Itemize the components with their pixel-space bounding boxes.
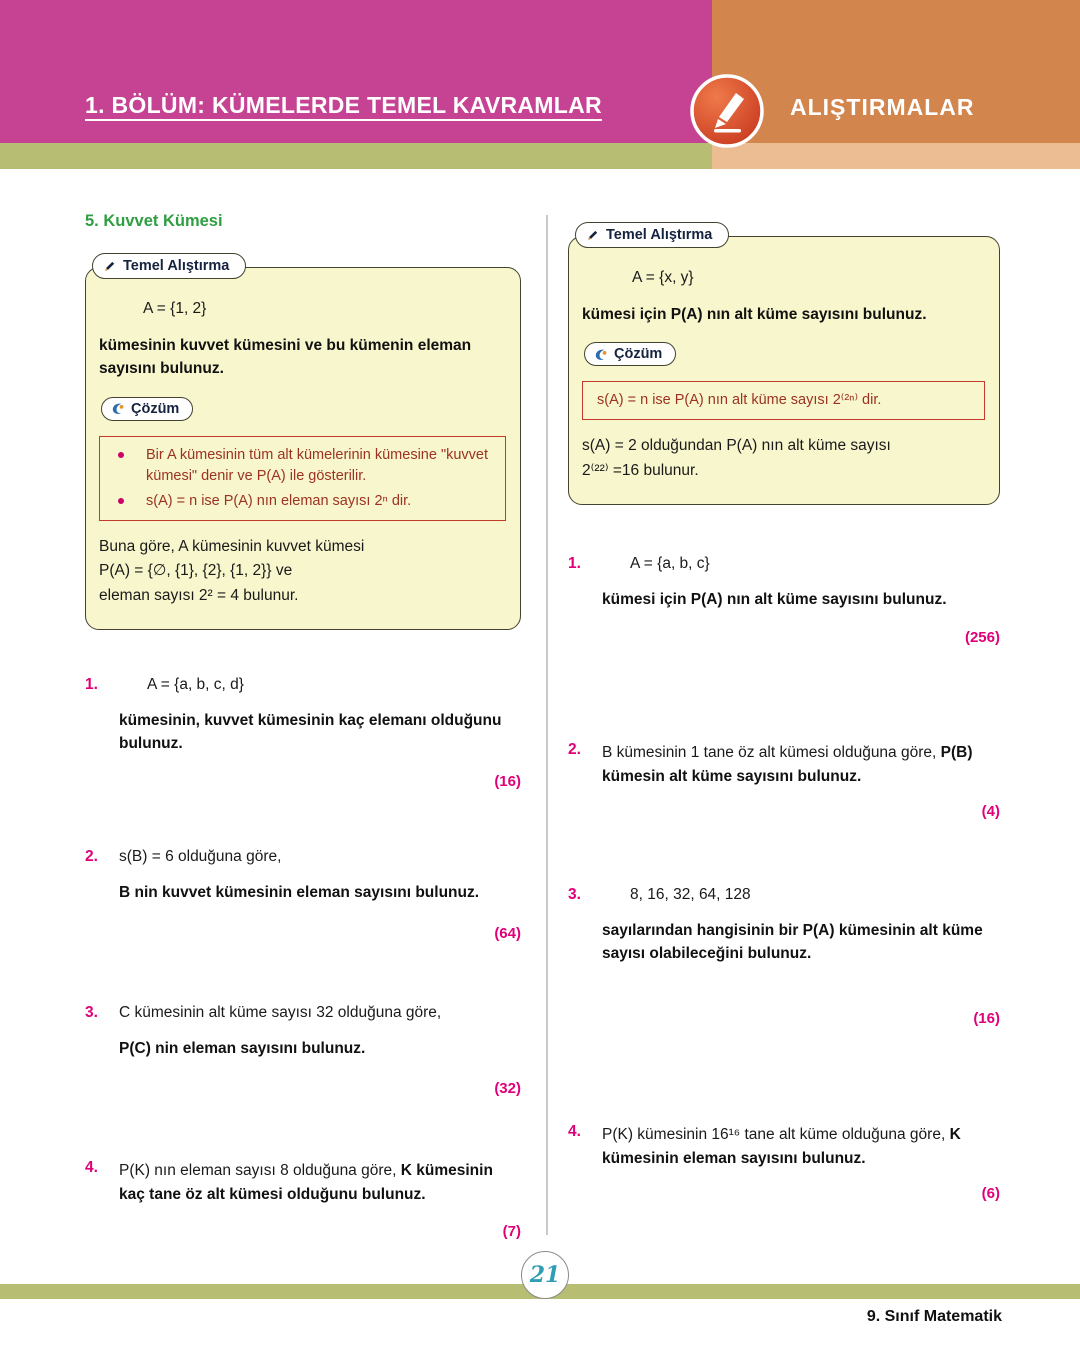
exercise-number: 3. — [85, 1003, 98, 1021]
header-orange-block — [712, 0, 1080, 143]
solution-line: Buna göre, A kümesinin kuvvet kümesi — [99, 537, 365, 555]
peach-stripe — [712, 143, 1080, 169]
exercise-answer: (256) — [964, 629, 1000, 647]
exercise-body — [119, 1159, 521, 1240]
exercise-number: 2. — [85, 848, 98, 866]
exercises-title: ALIŞTIRMALAR — [790, 94, 975, 120]
exercise-given: A = {a, b, c, d} — [147, 675, 244, 693]
bullet-icon — [118, 498, 124, 504]
pencil-badge-icon — [688, 72, 766, 150]
exercise-answer: (16) — [494, 773, 521, 791]
example-tab-label: Temel Alıştırma — [123, 258, 230, 274]
exercise-left-4 — [85, 1159, 521, 1240]
note-item — [108, 491, 495, 512]
pencil-icon — [585, 228, 600, 243]
section-heading: 5. Kuvvet Kümesi — [85, 212, 223, 230]
exercise-right-3 — [568, 886, 1000, 1027]
exercise-answer: (4) — [981, 803, 1000, 821]
exercise-answer: (6) — [981, 1184, 1000, 1202]
example-tab — [575, 222, 729, 248]
note-text: Bir A kümesinin tüm alt kümelerinin kümesine "kuvvet kümesi" denir ve P(A) ile gösterilir. — [146, 446, 489, 484]
example-box-right — [568, 227, 1000, 505]
exercise-body — [119, 676, 521, 791]
exercise-body — [602, 886, 1000, 1027]
exercise-answer: (7) — [502, 1222, 521, 1240]
page-number-badge — [521, 1251, 569, 1299]
olive-stripe — [0, 143, 712, 169]
example-box-left — [85, 258, 521, 630]
exercise-given-inline: P(K) nın eleman sayısı 8 olduğuna göre, — [119, 1161, 401, 1179]
pointer-hand-icon — [110, 401, 125, 416]
rule-note-box — [582, 381, 985, 420]
solution-badge — [584, 342, 676, 366]
chapter-title: 1. BÖLÜM: KÜMELERDE TEMEL KAVRAMLAR — [85, 92, 602, 118]
book-label: 9. Sınıf Matematik — [866, 1308, 1002, 1325]
exercise-number: 1. — [568, 554, 581, 572]
exercise-question — [119, 1159, 521, 1207]
definition-note-box — [99, 436, 506, 521]
exercise-body — [119, 1004, 521, 1097]
note-text: s(A) = n ise P(A) nın eleman sayısı 2ⁿ dir. — [146, 492, 412, 509]
exercise-right-4 — [568, 1123, 1000, 1202]
exercise-left-1 — [85, 676, 521, 791]
example-statement: kümesi için P(A) nın alt küme sayısını bulunuz. — [582, 306, 927, 323]
page-number: 21 — [529, 1262, 561, 1288]
right-column — [568, 206, 1000, 1202]
note-item — [108, 445, 495, 487]
example-tab — [92, 253, 246, 279]
exercise-question: kümesinin, kuvvet kümesinin kaç elemanı olduğunu bulunuz. — [119, 711, 502, 753]
exercise-given-inline: B kümesinin 1 tane öz alt kümesi olduğuna göre, — [602, 744, 941, 762]
example-tab-label: Temel Alıştırma — [606, 227, 713, 243]
header-pink-band — [0, 0, 712, 143]
exercise-body — [602, 555, 1000, 646]
exercise-number: 3. — [568, 886, 581, 904]
solution-label: Çözüm — [614, 346, 663, 363]
exercise-question: P(C) nin eleman sayısını bulunuz. — [119, 1039, 366, 1057]
exercise-question: B nin kuvvet kümesinin eleman sayısını bulunuz. — [119, 884, 480, 902]
exercise-number: 4. — [85, 1158, 98, 1176]
solution-line: P(A) = {∅, {1}, {2}, {1, 2}} ve — [99, 562, 293, 580]
exercise-left-3 — [85, 1004, 521, 1097]
exercise-body — [119, 848, 521, 941]
bullet-icon — [118, 452, 124, 458]
exercise-given: s(B) = 6 olduğuna göre, — [119, 848, 282, 866]
exercise-question — [602, 741, 1000, 789]
exercise-right-2 — [568, 741, 1000, 820]
exercise-answer: (32) — [494, 1079, 521, 1097]
column-divider — [546, 215, 548, 1235]
exercise-answer: (16) — [973, 1009, 1000, 1027]
exercise-question: kümesi için P(A) nın alt küme sayısını bulunuz. — [602, 590, 947, 608]
left-column — [85, 212, 521, 1240]
note-text: s(A) = n ise P(A) nın alt küme sayısı 2⁽²ⁿ⁾ dir. — [597, 392, 882, 409]
exercise-answer: (64) — [494, 924, 521, 942]
exercise-right-1 — [568, 555, 1000, 646]
example-statement: kümesinin kuvvet kümesini ve bu kümenin eleman sayısını bulunuz. — [99, 337, 472, 378]
exercise-number: 1. — [85, 675, 98, 693]
exercise-question-bold: K kümesinin eleman sayısını bulunuz. — [602, 1125, 961, 1167]
exercise-number: 4. — [568, 1122, 581, 1140]
exercise-given-inline: P(K) kümesinin 16¹⁶ tane alt küme olduğuna göre, — [602, 1125, 950, 1143]
exercise-question — [602, 1123, 1000, 1171]
example-set-formula: A = {x, y} — [632, 269, 694, 286]
solution-line: eleman sayısı 2² = 4 bulunur. — [99, 587, 299, 605]
pencil-icon — [102, 259, 117, 274]
exercise-left-2 — [85, 848, 521, 941]
exercise-given: C kümesinin alt küme sayısı 32 olduğuna göre, — [119, 1003, 442, 1021]
pointer-hand-icon — [593, 347, 608, 362]
solution-label: Çözüm — [131, 400, 180, 417]
exercise-given: 8, 16, 32, 64, 128 — [630, 886, 751, 904]
note-item — [591, 390, 974, 411]
exercise-body — [602, 1123, 1000, 1202]
exercise-question-bold: P(B) kümesin alt küme sayısını bulunuz. — [602, 744, 973, 786]
exercise-body — [602, 741, 1000, 820]
exercise-question: sayılarından hangisinin bir P(A) kümesinin alt küme sayısı olabileceğini bulunuz. — [602, 922, 983, 963]
exercise-given: A = {a, b, c} — [630, 554, 710, 572]
exercise-number: 2. — [568, 741, 581, 759]
example-set-formula: A = {1, 2} — [143, 300, 207, 317]
exercise-question-bold: K kümesinin kaç tane öz alt kümesi olduğunu bulunuz. — [119, 1161, 493, 1203]
solution-badge — [101, 397, 193, 421]
solution-line: 2⁽²²⁾ =16 bulunur. — [582, 462, 699, 480]
solution-line: s(A) = 2 olduğundan P(A) nın alt küme sayısı — [582, 437, 891, 455]
